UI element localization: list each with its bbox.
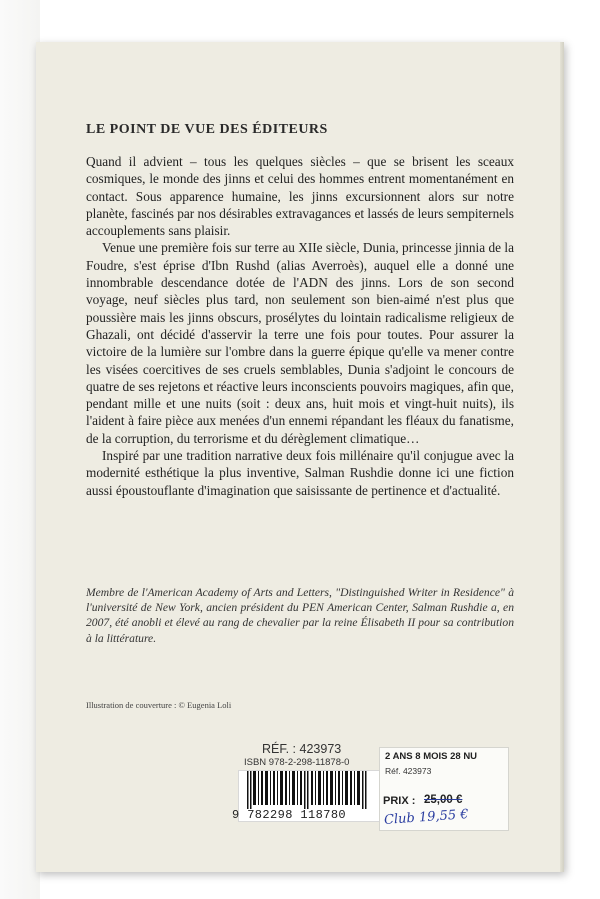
sticker-age: 2 ANS 8 MOIS 28 NU xyxy=(385,751,478,762)
sticker-club-price: Club 19,55 € xyxy=(383,807,469,828)
barcode-bars-icon xyxy=(247,771,371,809)
barcode-digits: 9 782298 118780 xyxy=(232,808,347,822)
sticker-old-price: 25,00 € xyxy=(424,794,463,806)
background xyxy=(0,0,40,899)
author-bio: Membre de l'American Academy of Arts and Letters, "Distinguished Writer in Residence" à l'université de New York, ancien président du PEN American Center, Salman Rushdie a, en 2007, été anobli et élevé au rang de chevalier par la reine Élisabeth II pour sa contribution à la littérature. xyxy=(86,586,514,645)
cover-heading: LE POINT DE VUE DES ÉDITEURS xyxy=(86,122,328,137)
blurb-paragraph-1: Quand il advient – tous les quelques siècles – que se brisent les sceaux cosmiques, le monde des jinns et celui des hommes entrent momentanément en contact. Sous apparence humaine, les jinns excursionnent alors sur notre planète, fascinés par nos désirables extravagances et lassés de leurs sempiternels accouplements sans plaisir. xyxy=(86,154,514,239)
blurb-text xyxy=(86,153,514,499)
price-sticker xyxy=(379,747,509,831)
blurb-paragraph-2: Venue une première fois sur terre au XIIe siècle, Dunia, princesse jinnia de la Foudre, s'est éprise d'Ibn Rushd (alias Averroès), auquel elle a donné une innombrable descendance dotée de l'ADN des jinns. Lors de son second voyage, neuf siècles plus tard, non seulement son bien-aimé n'est plus que poussière mais les jinns obscurs, prosélytes du lointain radicalisme religieux de Ghazali, ont décidé d'asservir la terre une fois pour toutes. Pour assurer la victoire de la lumière sur l'ombre dans la guerre épique qu'elle va mener contre les visées coercitives de ses cruels semblables, Dunia s'adjoint le concours de quatre de ses rejetons et réactive leurs inconscients pouvoirs magiques, afin que, pendant mille et une nuits (soit : deux ans, huit mois et vingt-huit nuits), ils l'aident à faire pièce aux menées d'un ennemi répandant les fléaux du fanatisme, de la corruption, du terrorisme et du dérèglement climatique… xyxy=(86,240,514,446)
reference-number: RÉF. : 423973 xyxy=(262,742,342,756)
sticker-ref: Réf. 423973 xyxy=(385,766,432,776)
book-page-edge xyxy=(560,42,564,872)
sticker-prix-label: PRIX : xyxy=(383,795,416,807)
blurb-paragraph-3: Inspiré par une tradition narrative deux fois millénaire qu'il conjugue avec la modernité esthétique la plus inventive, Salman Rushdie donne ici une fiction aussi époustouflante d'imagination que saisissante de pertinence et d'actualité. xyxy=(86,448,514,498)
isbn-number: ISBN 978-2-298-11878-0 xyxy=(244,757,350,768)
illustration-credit: Illustration de couverture : © Eugenia Loli xyxy=(86,700,232,710)
